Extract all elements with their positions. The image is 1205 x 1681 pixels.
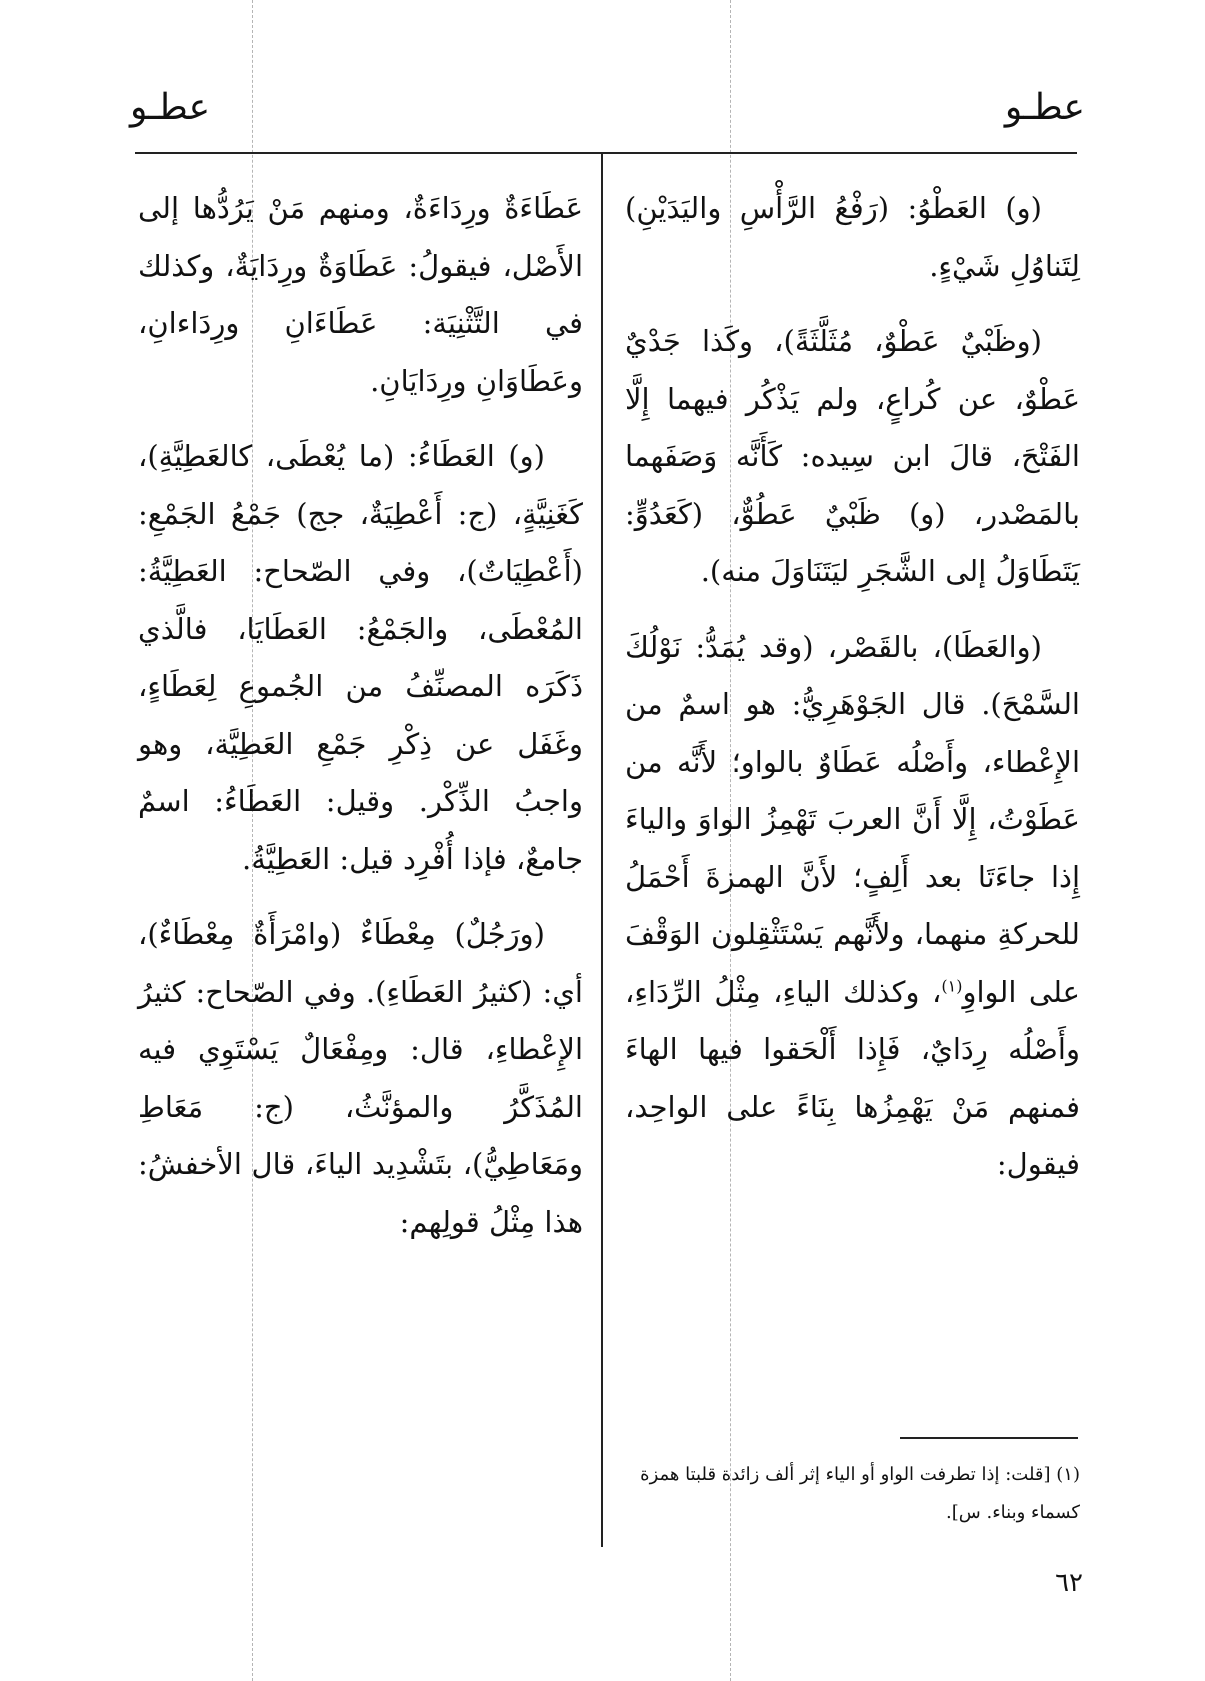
paragraph-with-footnote [625, 619, 1080, 1194]
left-column [138, 180, 583, 1269]
paragraph: (ورَجُلٌ) مِعْطَاءٌ (وامْرَأَةٌ مِعْطَاءٌ)، أي: (كثيرُ العَطَاءِ). وفي الصّحاح: كثيرُ الإِعْطاءِ، قال: ومِفْعَالٌ يَسْتَوِي فيه المُذَكَّرُ والمؤنَّثُ، (ج: مَعَاطِ ومَعَاطِيُّ)، بتَشْدِيد الياءَ، قال الأخفشُ: هذا مِثْلُ قولِهم: [138, 917, 583, 1239]
paragraph: عَطَاءَةٌ ورِدَاءَةٌ، ومنهم مَنْ يَرُدُّها إلى الأَصْل، فيقولُ: عَطَاوَةٌ ورِدَايَةٌ، وكذلك في التَّثْنِيَة: عَطَاءَانِ ورِدَاءانِ، وعَطَاوَانِ ورِدَايَانِ. [138, 191, 583, 398]
footnote-marker[interactable]: (١) [941, 975, 963, 995]
right-column [625, 180, 1080, 1212]
column-divider [601, 152, 603, 1547]
header-divider [135, 152, 1077, 154]
paragraph: (وظَبْيٌ عَطْوٌ، مُثَلَّثَةً)، وكَذا جَدْيٌ عَطْوٌ، عن كُراعٍ، ولم يَذْكُر فيهما إِلَّا الفَتْحَ، قالَ ابن سِيده: كَأَنَّه وَصَفَهما بالمَصْدر، (و) ظَبْيٌ عَطُوٌّ، (كَعَدُوٍّ: يَتَطَاوَلُ إلى الشَّجَرِ ليَتَنَاوَلَ منه). [625, 324, 1080, 588]
running-header-left: عطـو [130, 87, 211, 128]
footnote: (١) [قلت: إذا تطرفت الواو أو الياء إثر ألف زائدة قلبتا همزة كسماء وبناء. س]. [640, 1464, 1080, 1523]
running-header-right: عطـو [1004, 87, 1085, 128]
paragraph-text: (والعَطَا)، بالقَصْر، (وقد يُمَدُّ: نَوْلُكَ السَّمْحَ). قال الجَوْهَرِيُّ: هو اسمٌ من الإِعْطاء، وأَصْلُه عَطَاوٌ بالواو؛ لأَنَّه من عَطَوْتُ، إِلَّا أَنَّ العربَ تَهْمِزُ الواوَ والياءَ إِذا جاءَتَا بعد أَلِفٍ؛ لأَنَّ الهمزةَ أَحْمَلُ للحركةِ منهما، ولأَنَّهم يَسْتَثْقِلون الوَقْفَ على الواوِ [625, 629, 1080, 1009]
paragraph: (و) العَطْوُ: (رَفْعُ الرَّأْسِ واليَدَيْنِ) لِتَناوُلِ شَيْءٍ. [625, 191, 1080, 283]
paragraph-text-tail: ، وكذلك الياءِ، مِثْلُ الرِّدَاءِ، وأَصْلُه رِدَايٌ، فَإِذا أَلْحَقوا فيها الهاءَ فمنهم مَنْ يَهْمِزُها بِنَاءً على الواحِد، فيقول: [625, 974, 1080, 1181]
page-number: ٦٢ [1055, 1568, 1083, 1598]
paragraph: (و) العَطَاءُ: (ما يُعْطَى، كالعَطِيَّةِ)، كَغَنِيَّةٍ، (ج: أَعْطِيَةٌ، جج) جَمْعُ الجَمْعِ: (أَعْطِيَاتٌ)، وفي الصّحاح: العَطِيَّةُ: المُعْطَى، والجَمْعُ: العَطَايَا، فالَّذي ذَكَرَه المصنِّفُ من الجُموعِ لِعَطَاءٍ، وغَفَل عن ذِكْرِ جَمْعِ العَطِيَّة، وهو واجبُ الذِّكْر. وقيل: العَطَاءُ: اسمٌ جامعٌ، فإذا أُفْرِد قيل: العَطِيَّةُ. [138, 439, 583, 876]
footnote-divider [900, 1437, 1078, 1439]
